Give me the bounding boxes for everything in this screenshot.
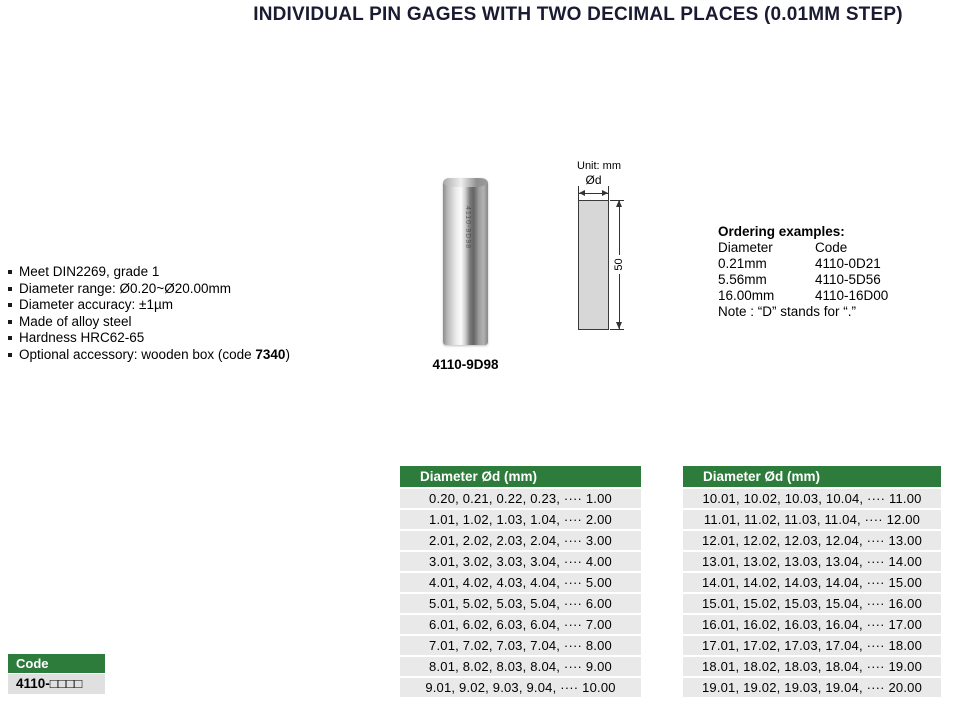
code-block-header: Code	[8, 654, 105, 673]
table-row: 8.01, 8.02, 8.03, 8.04, ···· 9.00	[400, 657, 641, 676]
table-row: 6.01, 6.02, 6.03, 6.04, ···· 7.00	[400, 615, 641, 634]
bullet-icon	[8, 303, 12, 307]
extension-line	[610, 329, 624, 330]
pin-engraving: 4110-9D98	[464, 206, 471, 250]
table-row: 9.01, 9.02, 9.03, 9.04, ···· 10.00	[400, 678, 641, 697]
ordering-header-row	[718, 240, 913, 256]
bullet-icon	[8, 270, 12, 274]
ordering-code: 4110-5D56	[815, 272, 881, 287]
table-header: Diameter Ød (mm)	[683, 466, 941, 487]
ordering-col-code: Code	[815, 240, 848, 255]
table-body	[400, 489, 641, 697]
ordering-row	[718, 272, 913, 288]
ordering-diameter: 16.00mm	[718, 288, 775, 303]
table-row: 7.01, 7.02, 7.03, 7.04, ···· 8.00	[400, 636, 641, 655]
feature-item	[8, 314, 368, 331]
ordering-code: 4110-0D21	[815, 256, 881, 271]
table-row: 4.01, 4.02, 4.03, 4.04, ···· 5.00	[400, 573, 641, 592]
arrowhead-icon	[616, 200, 622, 207]
feature-list	[8, 264, 368, 363]
diameter-table-right	[683, 466, 941, 697]
table-row: 15.01, 15.02, 15.03, 15.04, ···· 16.00	[683, 594, 941, 613]
code-block-value: 4110-□□□□	[8, 674, 105, 694]
arrowhead-icon	[602, 190, 608, 196]
ordering-heading: Ordering examples:	[718, 224, 845, 239]
table-row: 16.01, 16.02, 16.03, 16.04, ···· 17.00	[683, 615, 941, 634]
unit-label: Unit: mm	[577, 160, 621, 172]
feature-item	[8, 347, 368, 364]
bullet-icon	[8, 353, 12, 357]
table-row: 19.01, 19.02, 19.03, 19.04, ···· 20.00	[683, 678, 941, 697]
ordering-examples	[718, 223, 913, 320]
feature-text: Optional accessory: wooden box (code 7340)	[19, 346, 290, 362]
table-row: 2.01, 2.02, 2.03, 2.04, ···· 3.00	[400, 531, 641, 550]
page-title: INDIVIDUAL PIN GAGES WITH TWO DECIMAL PLACES (0.01MM STEP)	[253, 4, 903, 25]
pin-caption: 4110-9D98	[432, 357, 499, 372]
bullet-icon	[8, 320, 12, 324]
pin-gage-photo	[443, 178, 488, 345]
bullet-icon	[8, 287, 12, 291]
table-row: 14.01, 14.02, 14.03, 14.04, ···· 15.00	[683, 573, 941, 592]
feature-text: Made of alloy steel	[19, 313, 132, 329]
table-row: 18.01, 18.02, 18.03, 18.04, ···· 19.00	[683, 657, 941, 676]
table-body	[683, 489, 941, 697]
ordering-col-diameter: Diameter	[718, 240, 773, 255]
pin-outline-drawing	[578, 200, 609, 330]
ordering-note: Note : “D” stands for “.”	[718, 304, 857, 319]
table-header: Diameter Ød (mm)	[400, 466, 641, 487]
table-row: 1.01, 1.02, 1.03, 1.04, ···· 2.00	[400, 510, 641, 529]
feature-text: Hardness HRC62-65	[19, 330, 145, 345]
table-row: 3.01, 3.02, 3.03, 3.04, ···· 4.00	[400, 552, 641, 571]
ordering-diameter: 5.56mm	[718, 272, 767, 287]
diameter-table-left	[400, 466, 641, 697]
diameter-dimension-label: Ød	[585, 173, 602, 187]
accessory-code: 7340	[255, 346, 286, 362]
ordering-row	[718, 256, 913, 272]
bullet-icon	[8, 336, 12, 340]
table-row: 5.01, 5.02, 5.03, 5.04, ···· 6.00	[400, 594, 641, 613]
table-row: 11.01, 11.02, 11.03, 11.04, ···· 12.00	[683, 510, 941, 529]
table-row: 13.01, 13.02, 13.03, 13.04, ···· 14.00	[683, 552, 941, 571]
feature-text: Diameter range: Ø0.20~Ø20.00mm	[19, 280, 231, 296]
ordering-code: 4110-16D00	[815, 288, 889, 303]
feature-item	[8, 281, 368, 298]
feature-text: Meet DIN2269, grade 1	[19, 264, 160, 279]
table-row: 10.01, 10.02, 10.03, 10.04, ···· 11.00	[683, 489, 941, 508]
table-row: 17.01, 17.02, 17.03, 17.04, ···· 18.00	[683, 636, 941, 655]
height-dimension-label: 50	[612, 255, 627, 274]
feature-item	[8, 264, 368, 281]
extension-line	[608, 186, 609, 200]
ordering-row	[718, 288, 913, 304]
arrowhead-icon	[579, 190, 585, 196]
ordering-diameter: 0.21mm	[718, 256, 767, 271]
feature-text: Diameter accuracy: ±1µm	[19, 297, 173, 312]
table-row: 12.01, 12.02, 12.03, 12.04, ···· 13.00	[683, 531, 941, 550]
feature-item	[8, 297, 368, 314]
table-row: 0.20, 0.21, 0.22, 0.23, ···· 1.00	[400, 489, 641, 508]
feature-item	[8, 330, 368, 347]
arrowhead-icon	[616, 322, 622, 329]
